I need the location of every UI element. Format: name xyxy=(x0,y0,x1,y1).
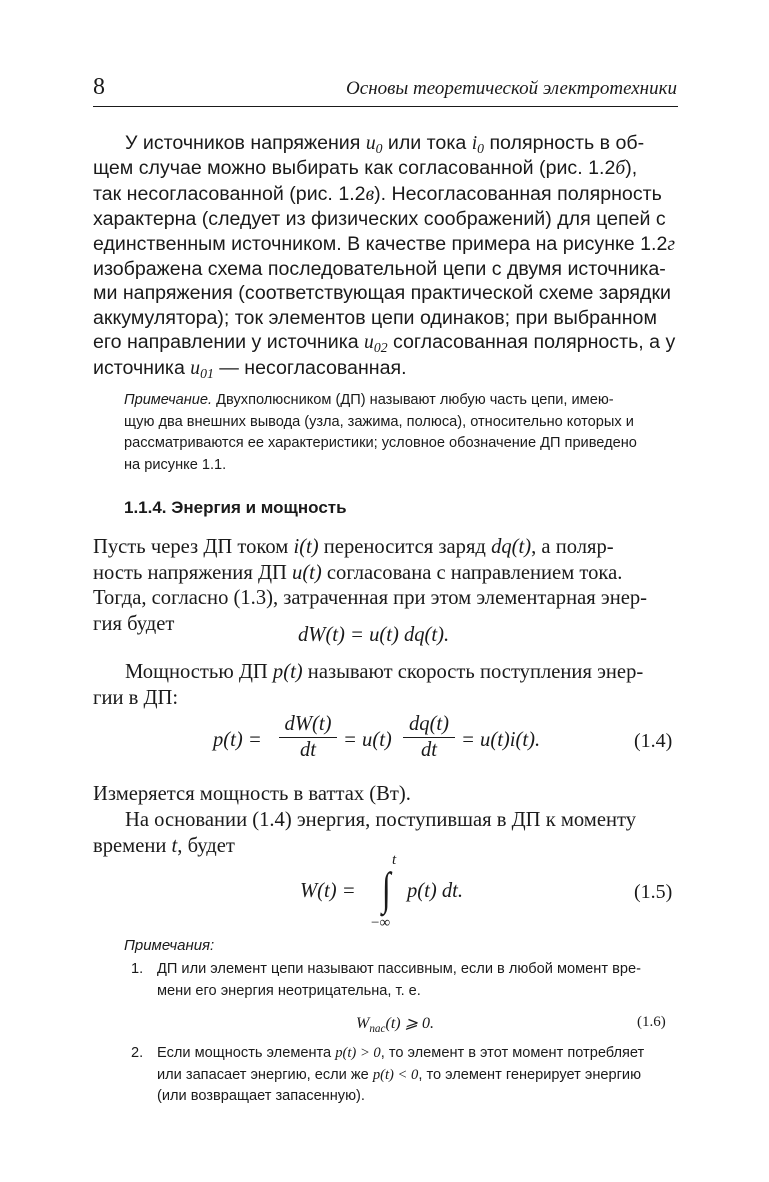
note-item-2 xyxy=(124,1043,678,1108)
text-line: характерна (следует из физических соображений) для цепей с xyxy=(93,208,666,231)
text-line: его направлении у источника $u_{02}$ согласованная полярность, а у xyxy=(93,331,676,356)
paragraph-energy xyxy=(93,535,678,637)
text-line: мени его энергия неотрицательна, т. е. xyxy=(157,982,421,999)
text-line: на рисунке 1.1. xyxy=(124,456,227,473)
paragraph-power xyxy=(93,660,678,711)
equation-number: (1.4) xyxy=(634,730,673,752)
text-line: щую два внешних вывода (узла, зажима, полюса), относительно которых и xyxy=(124,413,634,430)
eq14-lhs: p(t) = xyxy=(213,729,262,751)
text-line: так несогласованной (рис. 1.2в). Несогласованная полярность xyxy=(93,182,662,205)
equation-number: (1.6) xyxy=(637,1014,666,1030)
text-line: щем случае можно выбирать как согласованной (рис. 1.2б), xyxy=(93,157,638,180)
text-line: У источников напряжения $u_0$ или тока $i_0$ полярность в об- xyxy=(125,132,645,156)
text-line: времени t, будет xyxy=(93,834,235,857)
fraction-bar xyxy=(279,737,337,738)
text-line: Пусть через ДП током i(t) переносится заряд dq(t), а поляр- xyxy=(93,536,614,558)
eq14-fraction-dw-dt: dW(t) dt xyxy=(279,713,337,762)
note-label: Примечание. xyxy=(124,392,213,408)
section-heading: 1.1.4. Энергия и мощность xyxy=(124,498,347,517)
page-number: 8 xyxy=(93,74,105,100)
text-line: ность напряжения ДП u(t) согласована с направлением тока. xyxy=(93,561,623,584)
paragraph-watts xyxy=(93,782,678,808)
eq16-expression: $W_{пас}(t)$ ⩾ 0. xyxy=(356,1015,434,1035)
text-line: На основании (1.4) энергия, поступившая в ДП к моменту xyxy=(125,809,637,831)
text-line: единственным источником. В качестве примера на рисунке 1.2г xyxy=(93,232,676,255)
text-line: аккумулятора); ток элементов цепи одинаков; при выбранном xyxy=(93,306,657,329)
text-line: (или возвращает запасенную). xyxy=(157,1088,365,1104)
equation-number: (1.5) xyxy=(634,881,673,903)
integral-sign: ∫ xyxy=(381,863,391,914)
note-two-terminal xyxy=(124,390,678,476)
list-marker: 1. xyxy=(131,961,144,977)
text-line: 1. ДП или элемент цепи называют пассивным, если в любой момент вре- xyxy=(124,959,678,981)
list-marker: 2. xyxy=(131,1045,144,1061)
paragraph-sources-polarity xyxy=(93,131,678,381)
eq15-lhs: W(t) = xyxy=(300,880,356,902)
equation-dw: dW(t) = u(t) dq(t). xyxy=(298,624,450,646)
running-title: Основы теоретической электротехники xyxy=(346,78,677,99)
eq14-fraction-dq-dt: dq(t) dt xyxy=(403,713,455,762)
text-line: Измеряется мощность в ваттах (Вт). xyxy=(93,783,411,805)
text-line: гии в ДП: xyxy=(93,686,179,709)
eq14-mid: = u(t) xyxy=(343,729,392,751)
paragraph-energy-integral xyxy=(93,808,678,859)
integral-lower-limit: −∞ xyxy=(371,915,391,931)
text-line: рассматриваются ее характеристики; условное обозначение ДП приведено xyxy=(124,435,637,451)
eq14-rhs: = u(t)i(t). xyxy=(461,729,541,751)
fraction-bar xyxy=(403,737,455,738)
text-line: или запасает энергию, если же p(t) < 0, то элемент генерирует энергию xyxy=(157,1066,642,1083)
text-line: изображена схема последовательной цепи с двумя источника- xyxy=(93,258,666,281)
text-line: источника $u_{01}$ — несогласованная. xyxy=(93,356,407,381)
text-line: Тогда, согласно (1.3), затраченная при этом элементарная энер- xyxy=(93,587,648,609)
note-item-1 xyxy=(124,959,678,1002)
integral-upper-limit: t xyxy=(392,852,397,868)
text-line: ми напряжения (соответствующая практической схеме зарядки xyxy=(93,282,671,305)
text-line: Примечание. Двухполюсником (ДП) называют любую часть цепи, имею- xyxy=(124,392,614,408)
text-line: 2. Если мощность элемента p(t) > 0, то элемент в этот момент потребляет xyxy=(124,1043,678,1065)
eq15-integrand: p(t) dt. xyxy=(407,880,464,902)
header-rule xyxy=(93,106,678,107)
notes-heading: Примечания: xyxy=(124,937,215,954)
text-line: гия будет xyxy=(93,612,175,635)
text-line: Мощностью ДП p(t) называют скорость поступления энер- xyxy=(125,661,644,683)
